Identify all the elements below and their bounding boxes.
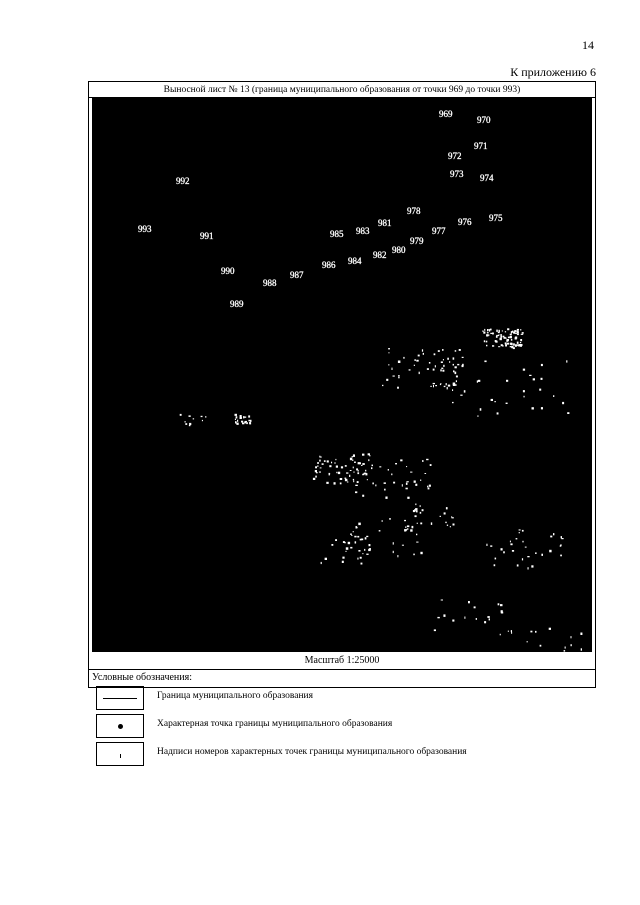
point-label-987: 987 [290,270,304,280]
point-label-icon [120,754,121,758]
point-label-988: 988 [263,278,277,288]
legend-box-boundary [96,686,144,710]
point-label-975: 975 [489,213,503,223]
legend-title: Условные обозначения: [92,672,193,683]
point-label-974: 974 [480,173,494,183]
map-canvas [92,98,592,652]
point-label-984: 984 [348,256,362,266]
legend-label-numbering: Надписи номеров характерных точек границы муниципального образования [157,747,467,757]
map-scale: Масштаб 1:25000 [304,655,380,666]
map-title: Выносной лист № 13 (граница муниципального образования от точки 969 до точки 993) [89,82,595,98]
boundary-point-icon [118,724,123,729]
point-label-993: 993 [138,224,152,234]
legend-row-boundary [96,686,591,710]
point-label-979: 979 [410,236,424,246]
boundary-line-icon [103,698,137,699]
point-label-978: 978 [407,206,421,216]
legend-box-point [96,714,144,738]
point-label-991: 991 [200,231,214,241]
page-number: 14 [582,38,594,52]
point-label-980: 980 [392,245,406,255]
legend [89,669,595,787]
point-label-981: 981 [378,218,392,228]
legend-row-point [96,714,591,738]
point-label-983: 983 [356,226,370,236]
map-terrain-speckles [180,328,583,651]
point-label-973: 973 [450,169,464,179]
map-sheet-frame [88,81,596,757]
point-label-970: 970 [477,115,491,125]
legend-label-point: Характерная точка границы муниципального образования [157,719,393,729]
point-label-971: 971 [474,141,488,151]
point-label-977: 977 [432,226,446,236]
point-label-976: 976 [458,217,472,227]
point-label-990: 990 [221,266,235,276]
point-label-969: 969 [439,109,453,119]
point-label-985: 985 [330,229,344,239]
point-label-972: 972 [448,151,462,161]
point-label-982: 982 [373,250,387,260]
point-labels [138,109,503,309]
point-label-986: 986 [322,260,336,270]
legend-label-boundary: Граница муниципального образования [157,691,313,701]
legend-box-label [96,742,144,766]
map-image [92,98,592,652]
legend-row-label [96,742,591,766]
appendix-reference: К приложению 6 [510,65,596,79]
point-label-989: 989 [230,299,244,309]
point-label-992: 992 [176,176,190,186]
